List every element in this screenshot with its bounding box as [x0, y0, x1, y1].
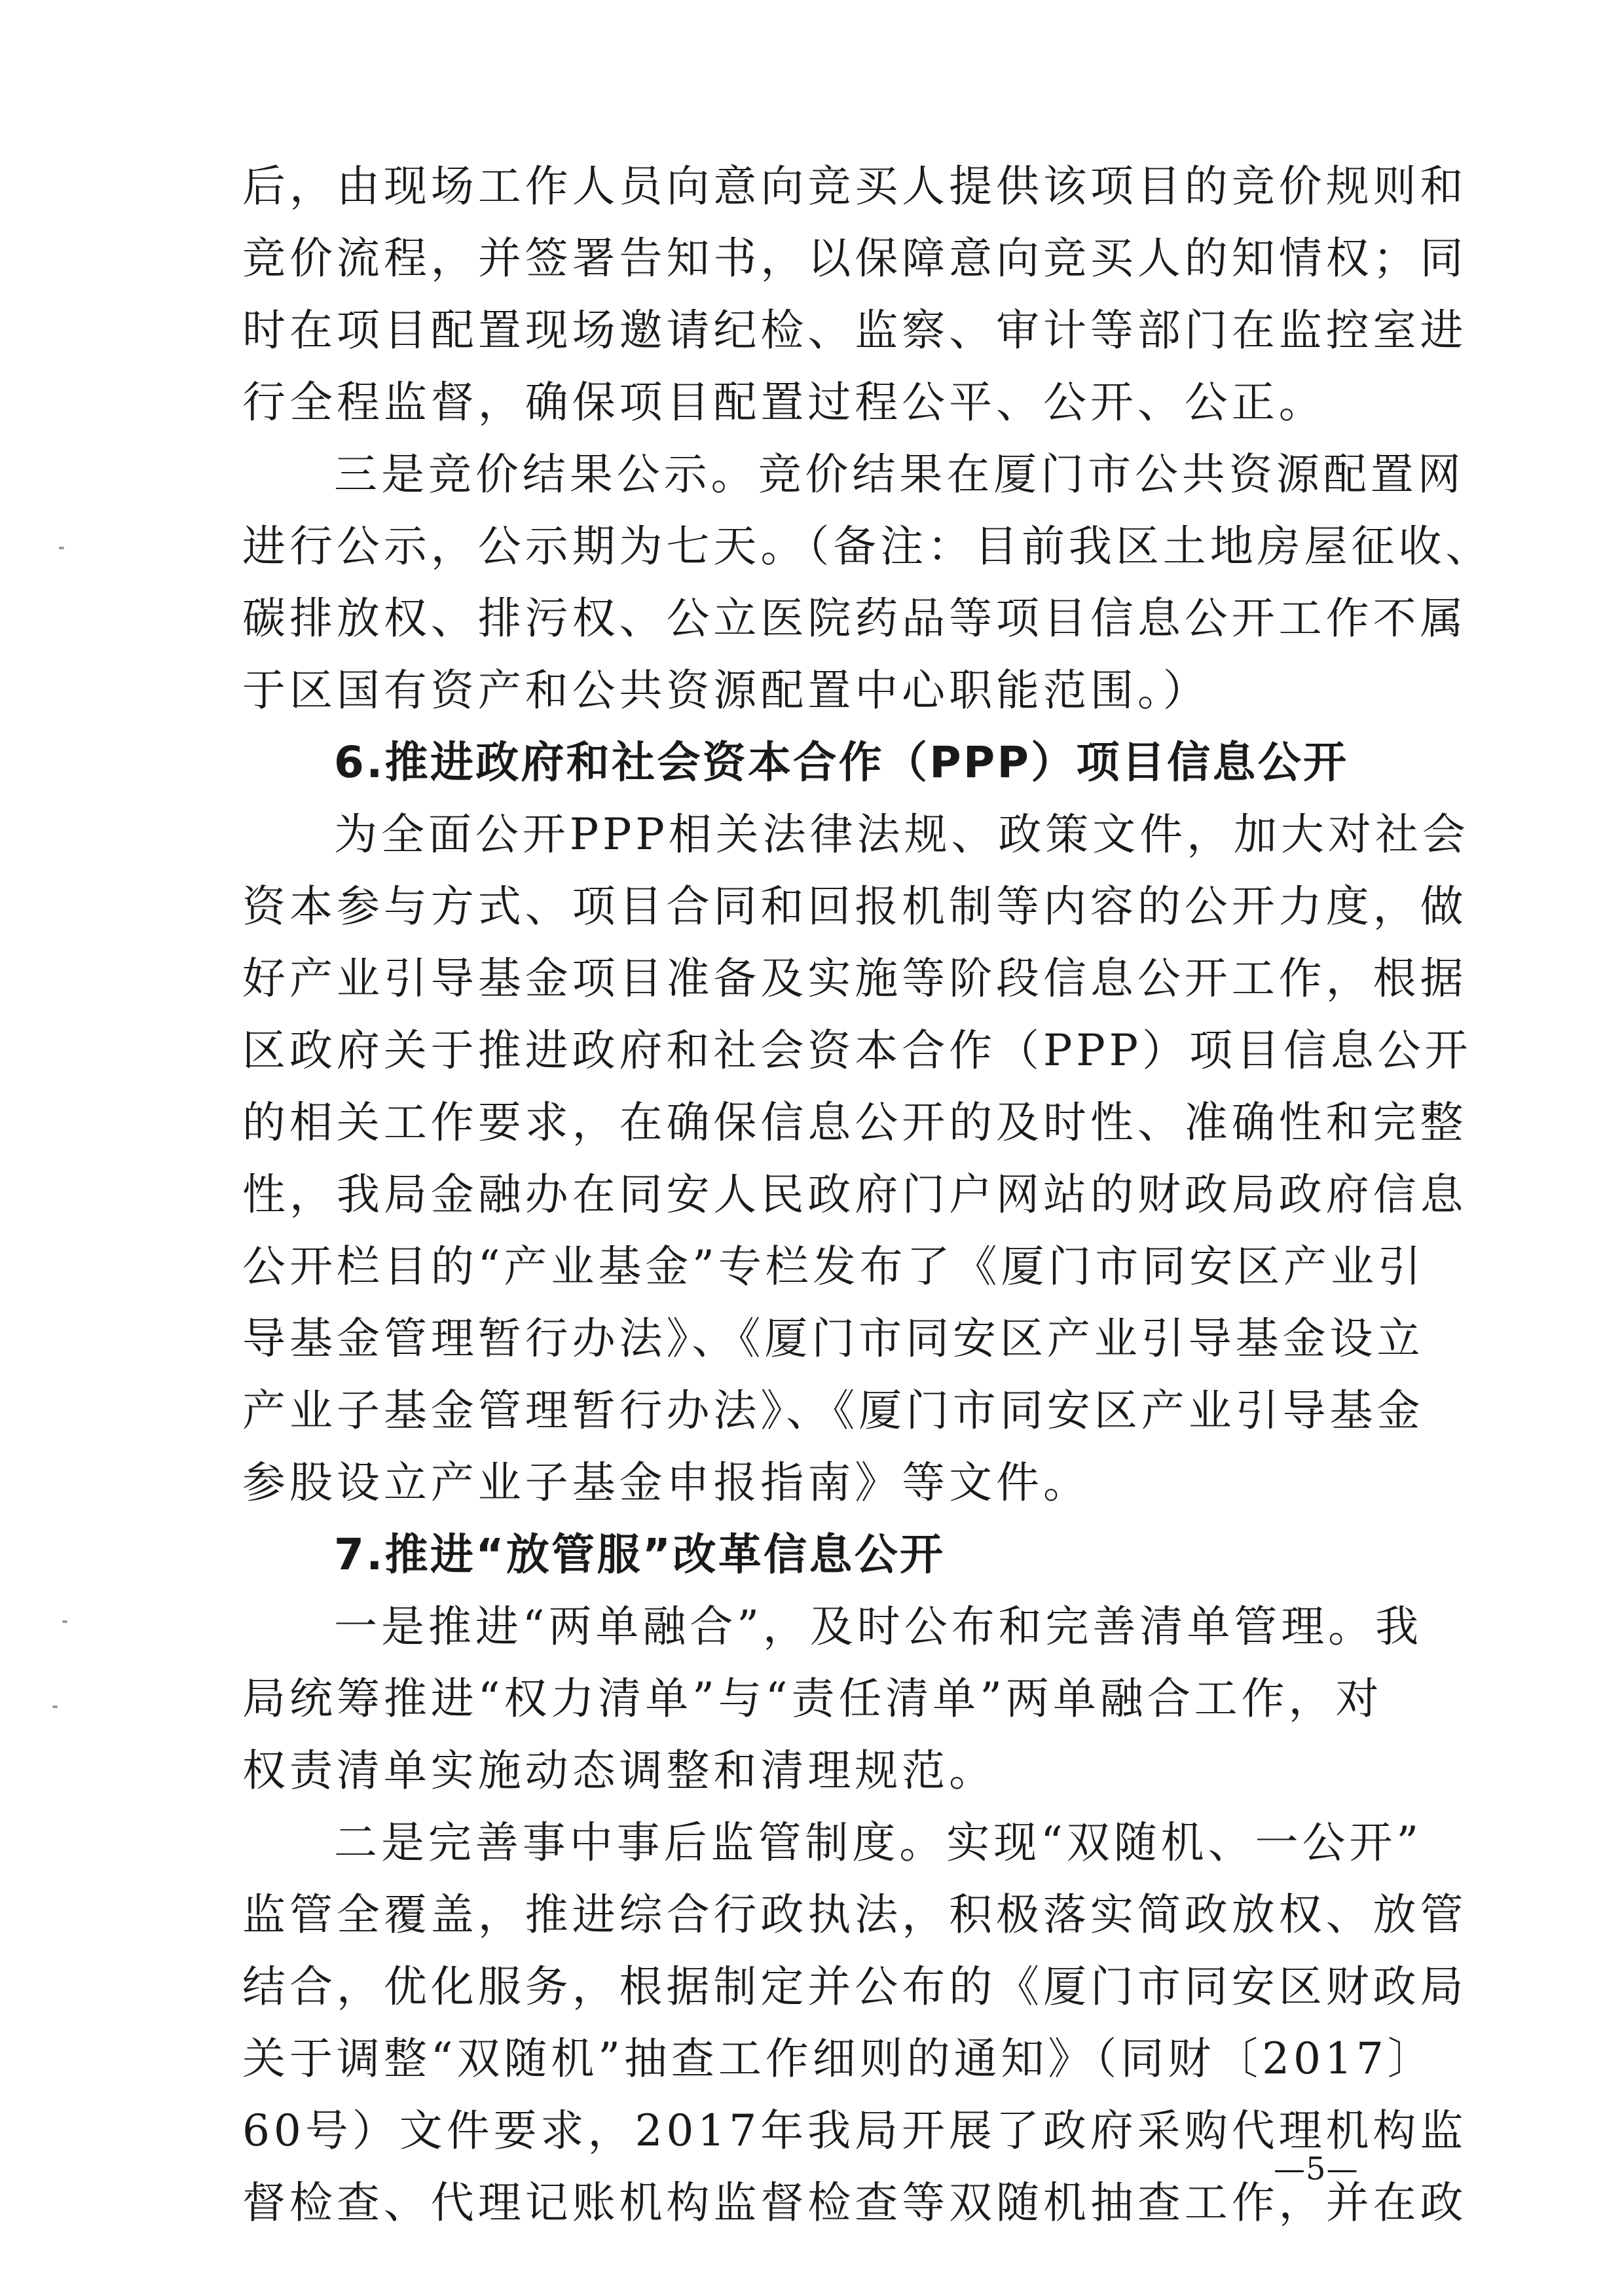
section-heading-6: 6.推进政府和社会资本合作（PPP）项目信息公开 [334, 737, 1349, 788]
text-line: 结合，优化服务，根据制定并公布的《厦门市同安区财政局 [242, 1961, 1467, 2012]
paragraph-start: 为全面公开PPP相关法律法规、政策文件，加大对社会 [334, 809, 1469, 860]
text-line: 碳排放权、排污权、公立医院药品等项目信息公开工作不属 [242, 593, 1467, 644]
document-body [242, 151, 1493, 2239]
text-line: 于区国有资产和公共资源配置中心职能范围。） [242, 665, 1210, 716]
text-line: 区政府关于推进政府和社会资本合作（PPP）项目信息公开 [242, 1025, 1472, 1076]
text-line: 权责清单实施动态调整和清理规范。 [242, 1745, 997, 1796]
text-line: 产业子基金管理暂行办法》、《厦门市同安区产业引导基金 [242, 1385, 1424, 1436]
text-line: 性，我局金融办在同安人民政府门户网站的财政局政府信息 [242, 1169, 1467, 1220]
section-heading-7: 7.推进“放管服”改革信息公开 [334, 1529, 946, 1580]
text-line: 好产业引导基金项目准备及实施等阶段信息公开工作，根据 [242, 953, 1467, 1004]
text-line: 行全程监督，确保项目配置过程公平、公开、公正。 [242, 377, 1326, 428]
text-line: 导基金管理暂行办法》、《厦门市同安区产业引导基金设立 [242, 1313, 1424, 1364]
text-line: 的相关工作要求，在确保信息公开的及时性、准确性和完整 [242, 1097, 1467, 1148]
text-line: 后，由现场工作人员向意向竞买人提供该项目的竞价规则和 [242, 161, 1467, 211]
text-line: 公开栏目的“产业基金”专栏发布了《厦门市同安区产业引 [242, 1241, 1425, 1292]
text-line: 监管全覆盖，推进综合行政执法，积极落实简政放权、放管 [242, 1889, 1467, 1940]
text-line: 参股设立产业子基金申报指南》等文件。 [242, 1457, 1090, 1508]
text-line: 督检查、代理记账机构监督检查等双随机抽查工作，并在政 [242, 2178, 1467, 2228]
text-line: 60号）文件要求，2017年我局开展了政府采购代理机构监 [242, 2105, 1467, 2156]
page-number: —5— [1274, 2151, 1359, 2187]
text-line: 关于调整“双随机”抽查工作细则的通知》（同财〔2017〕 [242, 2033, 1435, 2084]
paragraph-start: 二是完善事中事后监管制度。实现“双随机、一公开” [334, 1817, 1423, 1868]
scan-speck [59, 547, 64, 549]
text-line: 局统筹推进“权力清单”与“责任清单”两单融合工作，对 [242, 1673, 1383, 1724]
scan-speck [52, 1705, 58, 1708]
text-line: 资本参与方式、项目合同和回报机制等内容的公开力度，做 [242, 881, 1467, 932]
paragraph-start: 三是竞价结果公示。竞价结果在厦门市公共资源配置网 [334, 449, 1465, 500]
scan-speck [62, 1620, 67, 1623]
text-line: 进行公示，公示期为七天。（备注：目前我区土地房屋征收、 [242, 521, 1493, 572]
paragraph-start: 一是推进“两单融合”，及时公布和完善清单管理。我 [334, 1601, 1423, 1652]
text-line: 竞价流程，并签署告知书，以保障意向竞买人的知情权；同 [242, 233, 1467, 283]
text-line: 时在项目配置现场邀请纪检、监察、审计等部门在监控室进 [242, 305, 1467, 355]
